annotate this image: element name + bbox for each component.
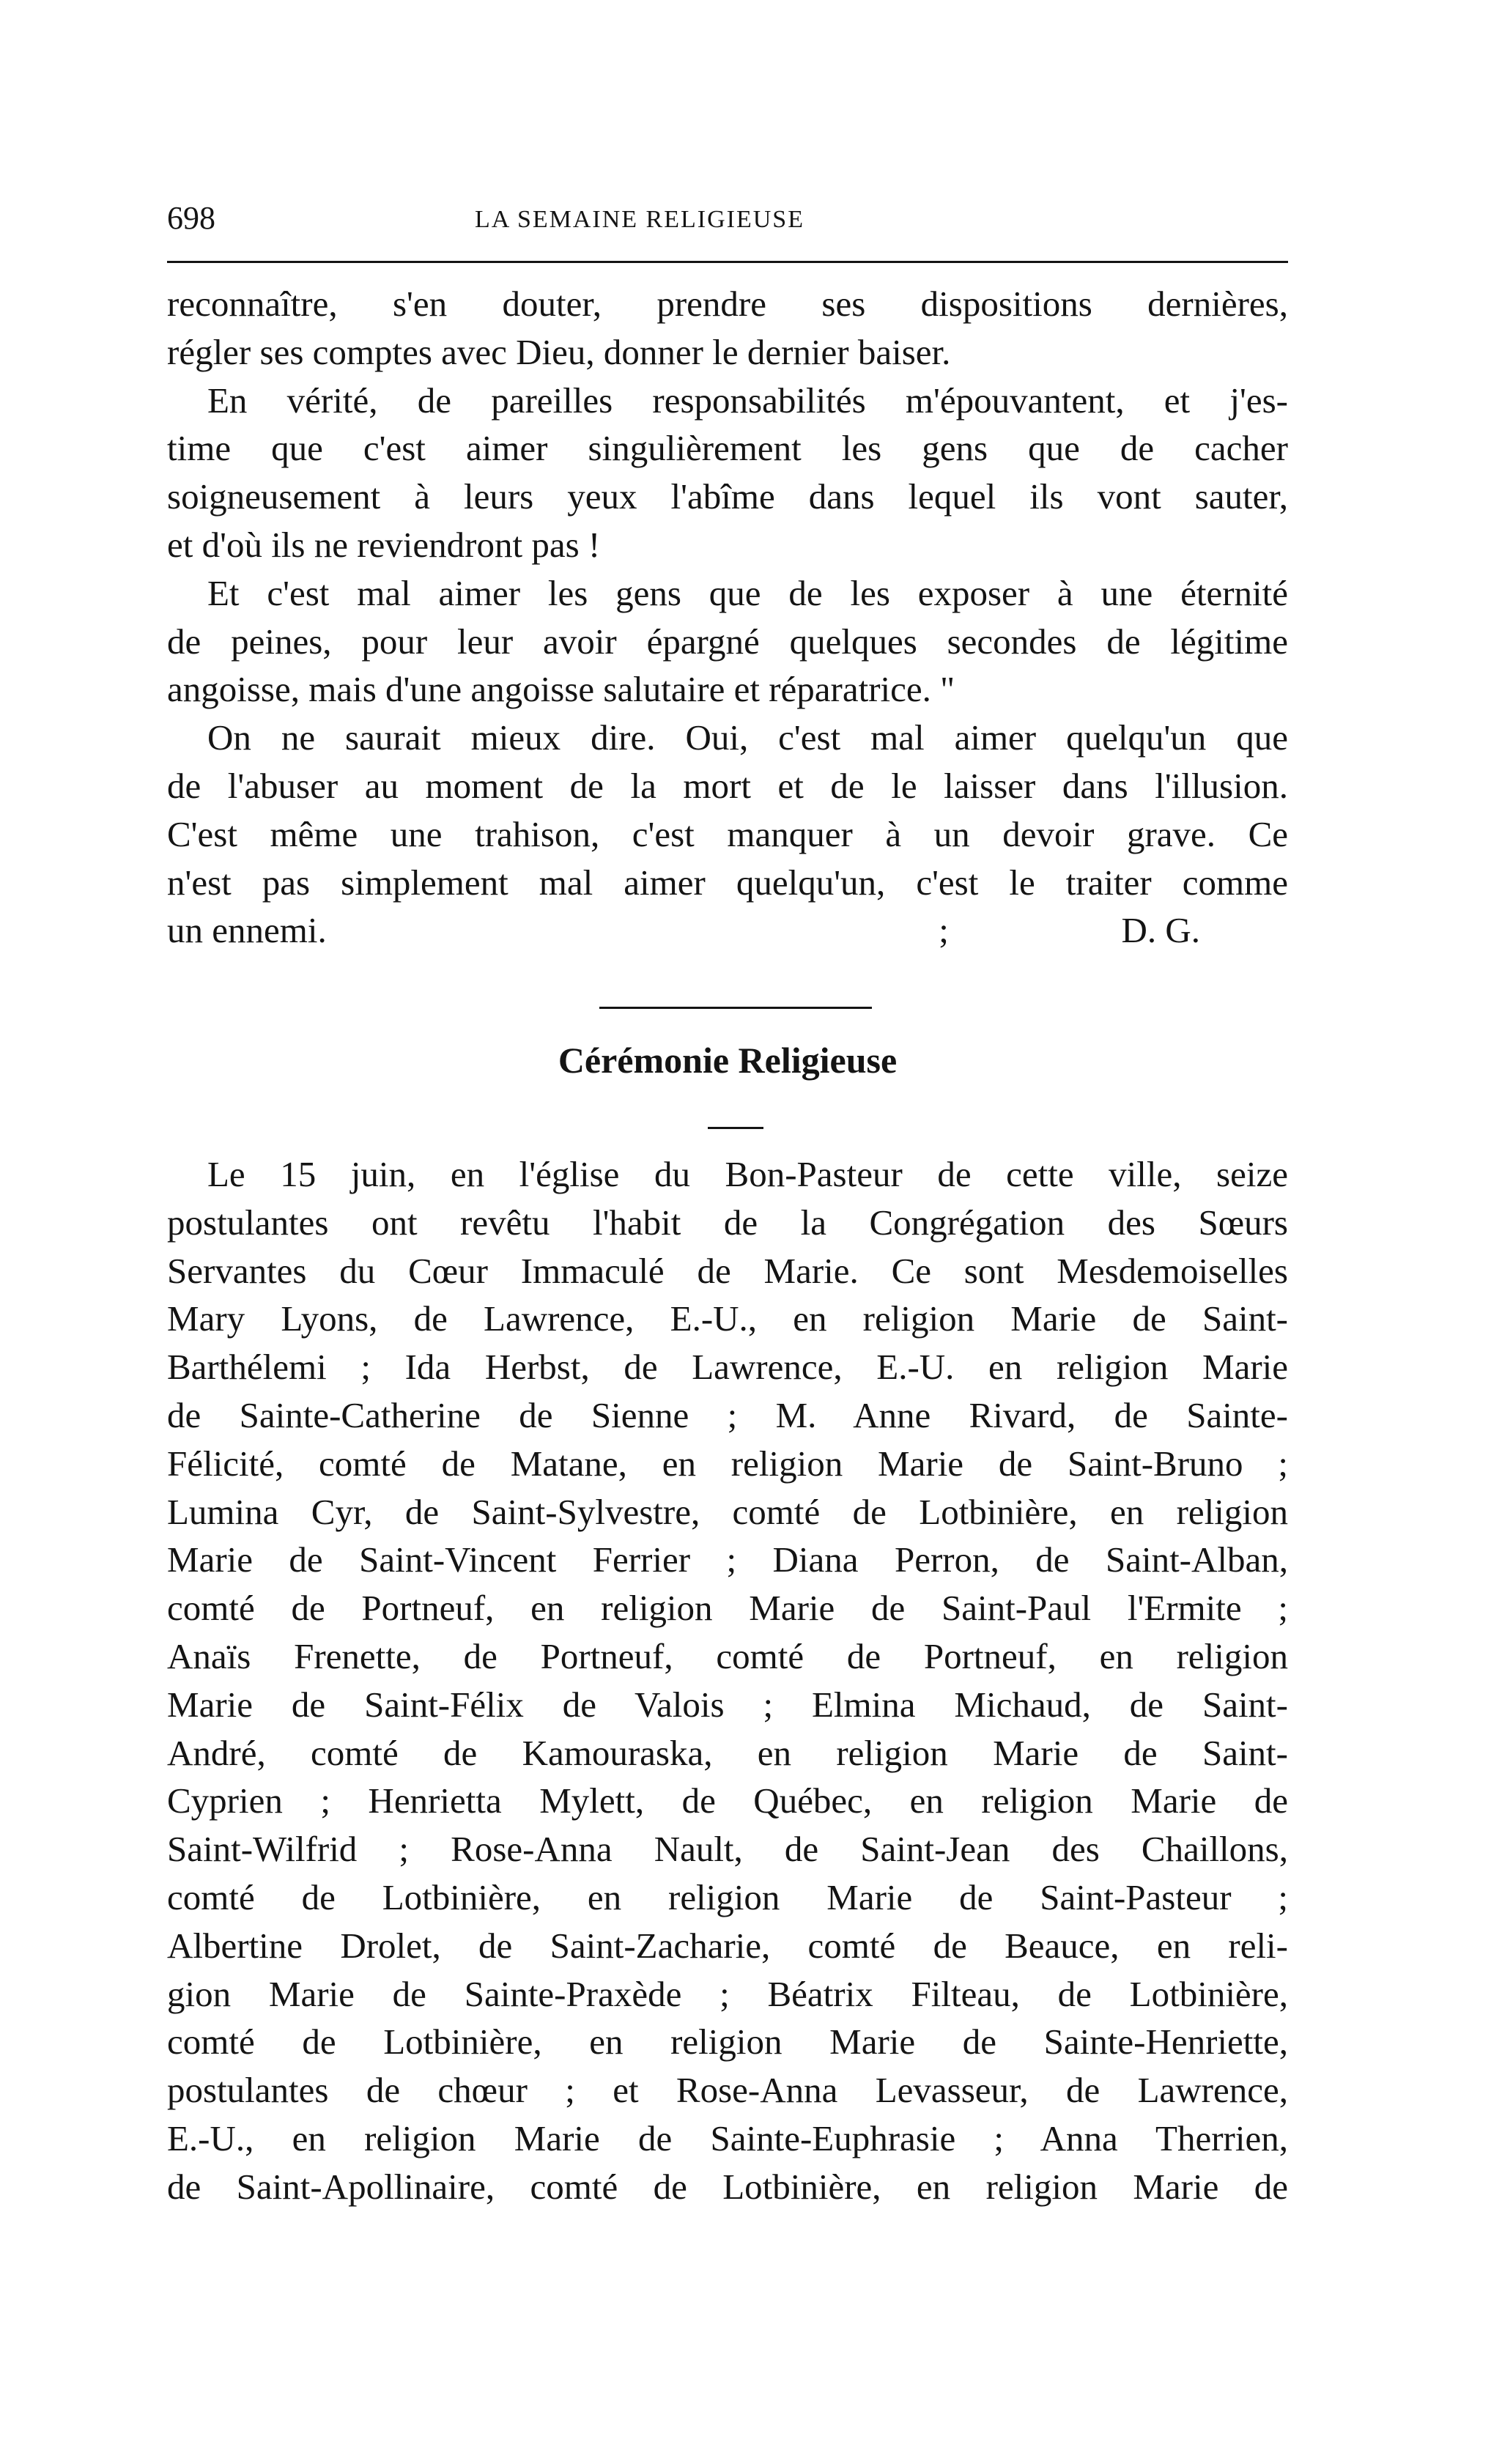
page-number: 698: [167, 200, 215, 236]
page-header: [167, 196, 1288, 248]
text-line: C'est même une trahison, c'est manquer à un devoir grave. Ce: [167, 813, 1288, 854]
text-line: Albertine Drolet, de Saint-Zacharie, comté de Beauce, en reli-: [167, 1925, 1288, 1966]
header-rule: [167, 261, 1288, 263]
text-line: time que c'est aimer singulièrement les gens que de cacher: [167, 428, 1288, 469]
text-line: de l'abuser au moment de la mort et de le laisser dans l'illusion.: [167, 765, 1288, 806]
article-continued: [167, 280, 1288, 955]
section-separator: [599, 1007, 872, 1009]
ceremony-article: [167, 1150, 1288, 2211]
text-line: Saint-Wilfrid ; Rose-Anna Nault, de Saint-Jean des Chaillons,: [167, 1829, 1288, 1870]
text-line: Le 15 juin, en l'église du Bon-Pasteur de cette ville, seize: [207, 1154, 1288, 1194]
text-line: En vérité, de pareilles responsabilités m'épouvantent, et j'es-: [207, 380, 1288, 421]
text-line: Et c'est mal aimer les gens que de les exposer à une éternité: [207, 572, 1288, 613]
text-line: André, comté de Kamouraska, en religion Marie de Saint-: [167, 1732, 1288, 1773]
text-line: Cyprien ; Henrietta Mylett, de Québec, en religion Marie de: [167, 1780, 1288, 1821]
text-line: postulantes ont revêtu l'habit de la Congrégation des Sœurs: [167, 1202, 1288, 1243]
text-line: de Saint-Apollinaire, comté de Lotbinière, en religion Marie de: [167, 2166, 1288, 2207]
signoff-line: [167, 906, 1288, 955]
text-line: Mary Lyons, de Lawrence, E.-U., en religion Marie de Saint-: [167, 1298, 1288, 1339]
text-line: soigneusement à leurs yeux l'abîme dans lequel ils vont sauter,: [167, 476, 1288, 517]
author-signature: D. G.: [1121, 910, 1200, 951]
running-title: LA SEMAINE RELIGIEUSE: [475, 206, 804, 233]
text-line: de Sainte-Catherine de Sienne ; M. Anne Rivard, de Sainte-: [167, 1394, 1288, 1435]
text-line: Félicité, comté de Matane, en religion Marie de Saint-Bruno ;: [167, 1443, 1288, 1484]
text-line: Anaïs Frenette, de Portneuf, comté de Portneuf, en religion: [167, 1635, 1288, 1676]
text-line: reconnaître, s'en douter, prendre ses dispositions dernières,: [167, 284, 1288, 324]
text-line-end: un ennemi.: [167, 910, 327, 951]
text-line: régler ses comptes avec Dieu, donner le dernier baiser.: [167, 331, 951, 372]
text-line: de peines, pour leur avoir épargné quelques secondes de légitime: [167, 621, 1288, 662]
stray-mark: ;: [939, 910, 949, 951]
text-line: gion Marie de Sainte-Praxède ; Béatrix Filteau, de Lotbinière,: [167, 1973, 1288, 2014]
section-title: Cérémonie Religieuse: [558, 1040, 898, 1081]
text-line: comté de Portneuf, en religion Marie de Saint-Paul l'Ermite ;: [167, 1588, 1288, 1629]
text-line: Marie de Saint-Vincent Ferrier ; Diana Perron, de Saint-Alban,: [167, 1539, 1288, 1580]
text-line: Lumina Cyr, de Saint-Sylvestre, comté de Lotbinière, en religion: [167, 1491, 1288, 1532]
text-line: n'est pas simplement mal aimer quelqu'un, c'est le traiter comme: [167, 862, 1288, 903]
text-line: et d'où ils ne reviendront pas !: [167, 524, 601, 565]
title-dash: [708, 1127, 763, 1129]
text-line: comté de Lotbinière, en religion Marie de Sainte-Henriette,: [167, 2021, 1288, 2062]
text-line: E.-U., en religion Marie de Sainte-Euphrasie ; Anna Therrien,: [167, 2117, 1288, 2158]
text-line: angoisse, mais d'une angoisse salutaire et réparatrice. ": [167, 669, 955, 710]
text-line: Servantes du Cœur Immaculé de Marie. Ce sont Mesdemoiselles: [167, 1250, 1288, 1291]
text-line: Barthélemi ; Ida Herbst, de Lawrence, E.-U. en religion Marie: [167, 1347, 1288, 1388]
text-line: On ne saurait mieux dire. Oui, c'est mal aimer quelqu'un que: [207, 717, 1288, 758]
text-line: postulantes de chœur ; et Rose-Anna Levasseur, de Lawrence,: [167, 2070, 1288, 2111]
text-line: Marie de Saint-Félix de Valois ; Elmina Michaud, de Saint-: [167, 1684, 1288, 1725]
text-line: comté de Lotbinière, en religion Marie de Saint-Pasteur ;: [167, 1876, 1288, 1917]
